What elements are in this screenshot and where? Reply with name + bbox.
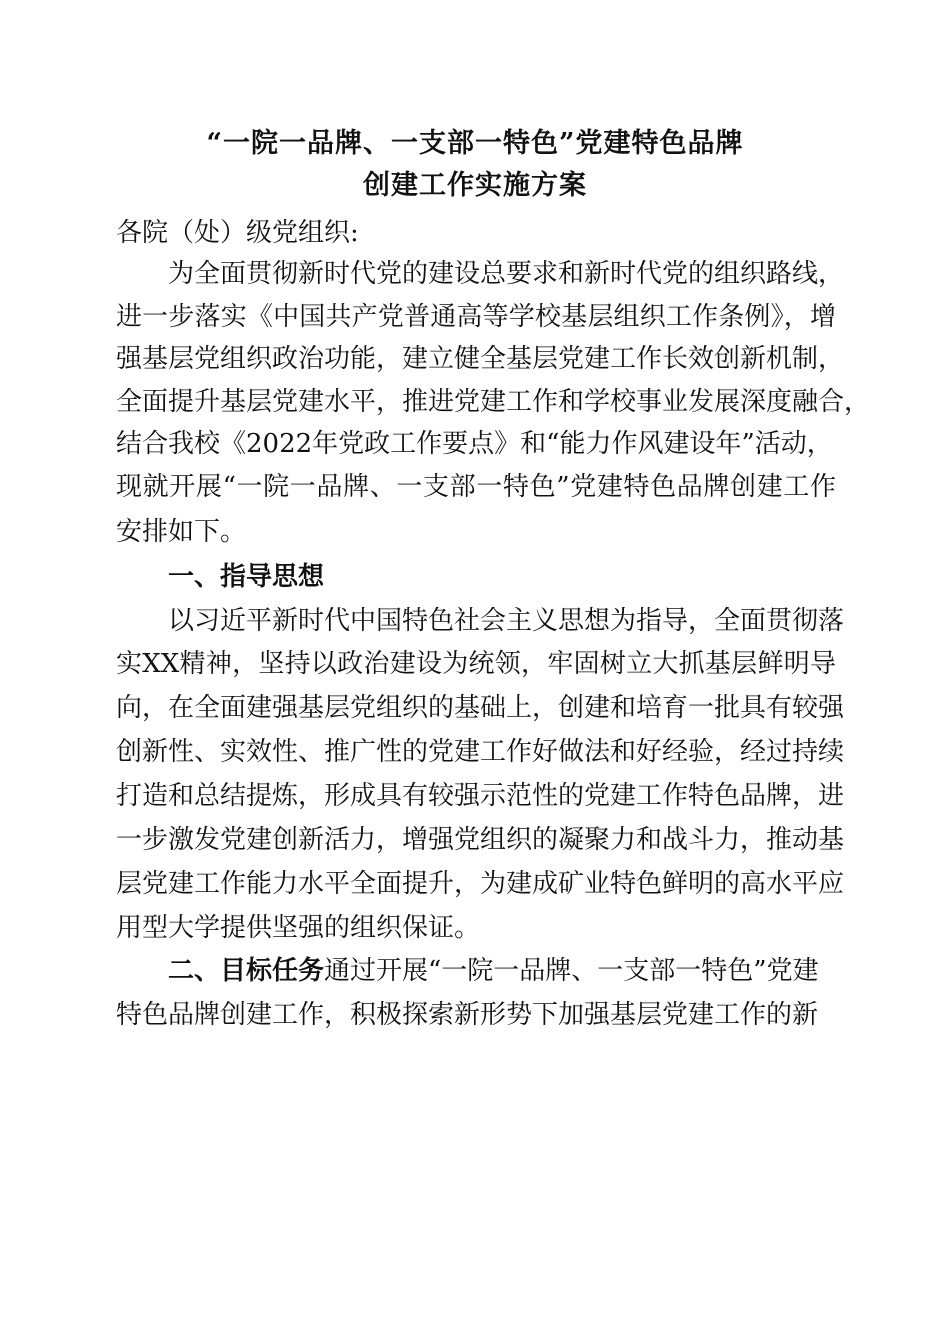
document-title-line-2: 创建工作实施方案 [363,170,587,201]
section-1-line: 层党建工作能力水平全面提升，为建成矿业特色鲜明的高水平应 [116,869,845,899]
intro-line: 全面提升基层党建水平，推进党建工作和学校事业发展深度融合， [116,387,871,417]
intro-line: 安排如下。 [116,517,247,547]
intro-line: 现就开展“一院一品牌、一支部一特色”党建特色品牌创建工作 [116,472,836,502]
section-1-line: 实XX精神，坚持以政治建设为统领，牢固树立大抓基层鲜明导 [116,649,836,679]
intro-line: 强基层党组织政治功能，建立健全基层党建工作长效创新机制， [116,344,845,374]
section-1-line: 一步激发党建创新活力，增强党组织的凝聚力和战斗力，推动基 [116,825,845,855]
section-2-first-line-text: 通过开展“一院一品牌、一支部一特色”党建 [324,956,819,986]
intro-line: 进一步落实《中国共产党普通高等学校基层组织工作条例》，增 [116,302,836,332]
section-1-line: 创新性、实效性、推广性的党建工作好做法和好经验，经过持续 [116,737,845,767]
section-1-heading: 一、指导思想 [168,562,325,592]
section-1-line: 以习近平新时代中国特色社会主义思想为指导，全面贯彻落 [168,606,845,636]
section-2-line: 特色品牌创建工作，积极探索新形势下加强基层党建工作的新 [116,1000,819,1030]
section-2-heading: 二、目标任务 [168,956,325,986]
section-1-line: 向，在全面建强基层党组织的基础上，创建和培育一批具有较强 [116,693,845,723]
document-title-line-1: “一院一品牌、一支部一特色”党建特色品牌 [206,128,744,159]
intro-line: 为全面贯彻新时代党的建设总要求和新时代党的组织路线， [168,259,845,289]
intro-line: 结合我校《2022年党政工作要点》和“能力作风建设年”活动， [116,429,833,459]
salutation: 各院（处）级党组织: [116,218,359,248]
section-2-first-line [168,951,819,991]
section-1-line: 打造和总结提炼，形成具有较强示范性的党建工作特色品牌，进 [116,781,845,811]
section-1-line: 用型大学提供坚强的组织保证。 [116,913,481,943]
